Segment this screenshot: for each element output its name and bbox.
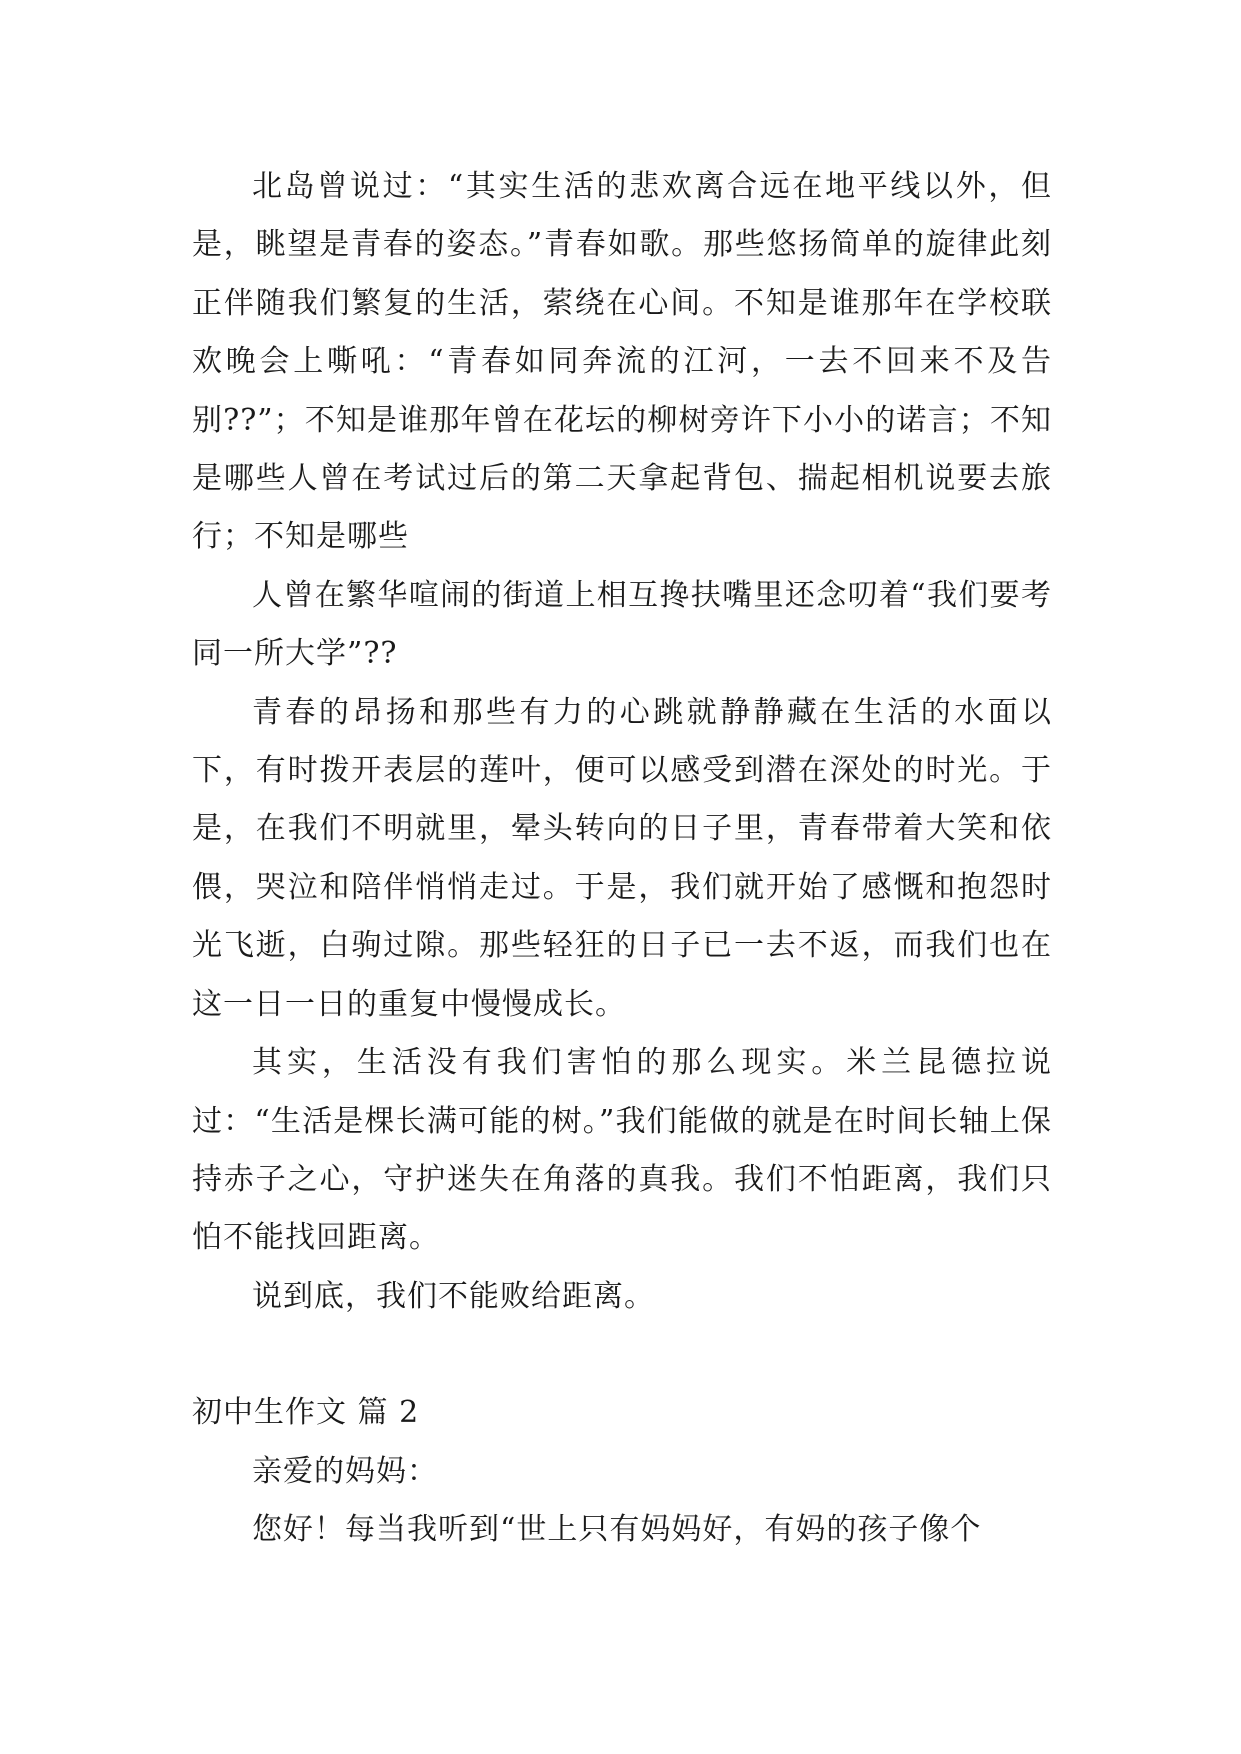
- letter-salutation: 亲爱的妈妈：: [252, 1453, 438, 1489]
- paragraph-beidao-quote: 北岛曾说过：“其实生活的悲欢离合远在地平线以外，但是，眺望是青春的姿态。”青春如歌。那些悠扬简单的旋律此刻正伴随我们繁复的生活，萦绕在心间。不知是谁那年在学校联欢晚会上嘶吼：“青春如同奔流的江河，一去不回来不及告别??”；不知是谁那年曾在花坛的柳树旁许下小小的诺言；不知是哪些人曾在考试过后的第二天拿起背包、揣起相机说要去旅行；不知是哪些: [192, 169, 1052, 555]
- letter-opening: 您好！每当我听到“世上只有妈妈好，有妈的孩子像个: [252, 1511, 982, 1547]
- section-spacer: [192, 1326, 1052, 1384]
- document-page: [192, 158, 1052, 1559]
- paragraph-life-reality: 其实，生活没有我们害怕的那么现实。米兰昆德拉说过：“生活是棵长满可能的树。”我们能做的就是在时间长轴上保持赤子之心，守护迷失在角落的真我。我们不怕距离，我们只怕不能找回距离。: [192, 1045, 1052, 1256]
- section-heading: 初中生作文 篇 2: [192, 1395, 420, 1431]
- paragraph-same-university: 人曾在繁华喧闹的街道上相互搀扶嘴里还念叨着“我们要考同一所大学”??: [192, 577, 1052, 672]
- paragraph-conclusion: 说到底，我们不能败给距离。: [252, 1278, 655, 1314]
- paragraph-youth-heartbeat: 青春的昂扬和那些有力的心跳就静静藏在生活的水面以下，有时拨开表层的莲叶，便可以感受到潜在深处的时光。于是，在我们不明就里，晕头转向的日子里，青春带着大笑和依偎，哭泣和陪伴悄悄走过。于是，我们就开始了感慨和抱怨时光飞逝，白驹过隙。那些轻狂的日子已一去不返，而我们也在这一日一日的重复中慢慢成长。: [192, 694, 1052, 1022]
